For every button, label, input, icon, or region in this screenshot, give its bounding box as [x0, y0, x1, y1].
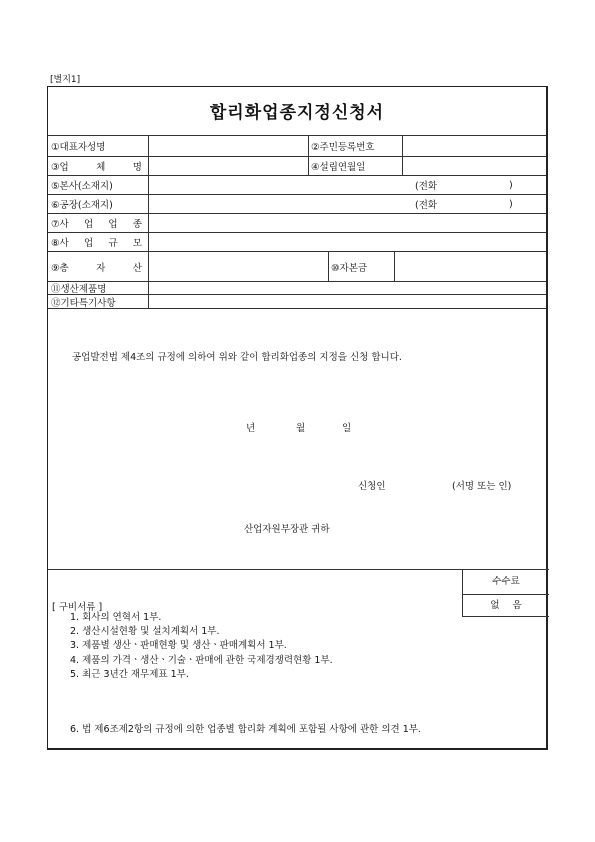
row-factory — [48, 195, 546, 214]
factory-phone-close: ) — [509, 198, 513, 210]
row-head-office — [48, 176, 546, 195]
representative-label: ①대표자성명 — [51, 141, 106, 153]
factory-label: ⑥공장(소재지) — [51, 200, 113, 211]
industry-field[interactable] — [149, 214, 548, 232]
resident-no-field[interactable] — [403, 135, 548, 156]
representative-field[interactable] — [149, 135, 308, 156]
application-form — [47, 86, 548, 750]
company-field[interactable] — [149, 157, 308, 175]
industry-label: ⑦사 업 업 종 — [51, 219, 142, 230]
list-item: 2. 생산시설현황 및 설치계획서 1부. — [70, 626, 220, 638]
row-products — [48, 282, 546, 295]
company-label: ③업 체 명 — [51, 162, 142, 173]
remarks-label: ⑫기타특기사항 — [51, 297, 116, 309]
head-office-phone-open: (전화 — [415, 181, 438, 192]
applicant-label: 신청인 — [358, 481, 386, 492]
assets-label: ⑨총 자 산 — [51, 262, 142, 274]
fee-box — [462, 569, 549, 617]
products-field[interactable] — [149, 282, 548, 294]
capital-field[interactable] — [395, 252, 548, 281]
list-item: 6. 법 제6조제2항의 규정에 의한 업종별 합리화 계획에 포함될 사항에 관한 의견 1부. — [70, 724, 421, 735]
established-field[interactable] — [403, 157, 548, 175]
capital-label: ⑩자본금 — [331, 262, 368, 274]
row-representative — [48, 135, 546, 157]
products-label: ⑪생산제품명 — [51, 284, 107, 295]
resident-no-label: ②주민등록번호 — [311, 141, 375, 153]
date-month: 월 — [296, 423, 306, 434]
established-label: ④설립연월일 — [311, 162, 366, 173]
documents-heading: [ 구비서류 ] — [52, 602, 103, 613]
row-industry — [48, 214, 546, 233]
scale-field[interactable] — [149, 233, 548, 251]
form-title: 합리화업종지정신청서 — [48, 87, 546, 136]
scale-label: ⑧사 업 규 모 — [51, 238, 142, 249]
row-company — [48, 157, 546, 176]
row-assets — [48, 252, 546, 282]
annex-label: [별지1] — [50, 75, 81, 85]
sign-note: (서명 또는 인) — [452, 481, 512, 492]
documents-divider — [48, 569, 462, 570]
head-office-field[interactable] — [149, 176, 413, 194]
application-statement: 공업발전법 제4조의 규정에 의하여 위와 같이 합리화업종의 지정을 신청 합니다. — [72, 352, 402, 363]
factory-field[interactable] — [149, 195, 413, 213]
recipient: 산업자원부장관 귀하 — [244, 524, 330, 535]
remarks-field[interactable] — [149, 295, 548, 308]
fee-label: 수수료 — [463, 570, 549, 595]
head-office-label: ⑤본사(소재지) — [51, 181, 113, 192]
row-scale — [48, 233, 546, 252]
list-item: 1. 회사의 연혁서 1부. — [70, 612, 162, 623]
date-day: 일 — [342, 423, 352, 434]
factory-phone-open: (전화 — [415, 200, 438, 211]
list-item: 5. 최근 3년간 재무제표 1부. — [70, 668, 189, 680]
assets-field[interactable] — [149, 252, 328, 281]
list-item: 4. 제품의 가격ㆍ생산ㆍ기술ㆍ판매에 관한 국제경쟁력현황 1부. — [70, 654, 333, 666]
head-office-phone-close: ) — [509, 179, 513, 191]
fee-value: 없 음 — [490, 600, 522, 611]
list-item: 3. 제품별 생산ㆍ판매현황 및 생산ㆍ판매계획서 1부. — [70, 640, 287, 652]
date-year: 년 — [246, 423, 256, 434]
documents-list — [70, 611, 333, 682]
row-remarks — [48, 295, 546, 309]
